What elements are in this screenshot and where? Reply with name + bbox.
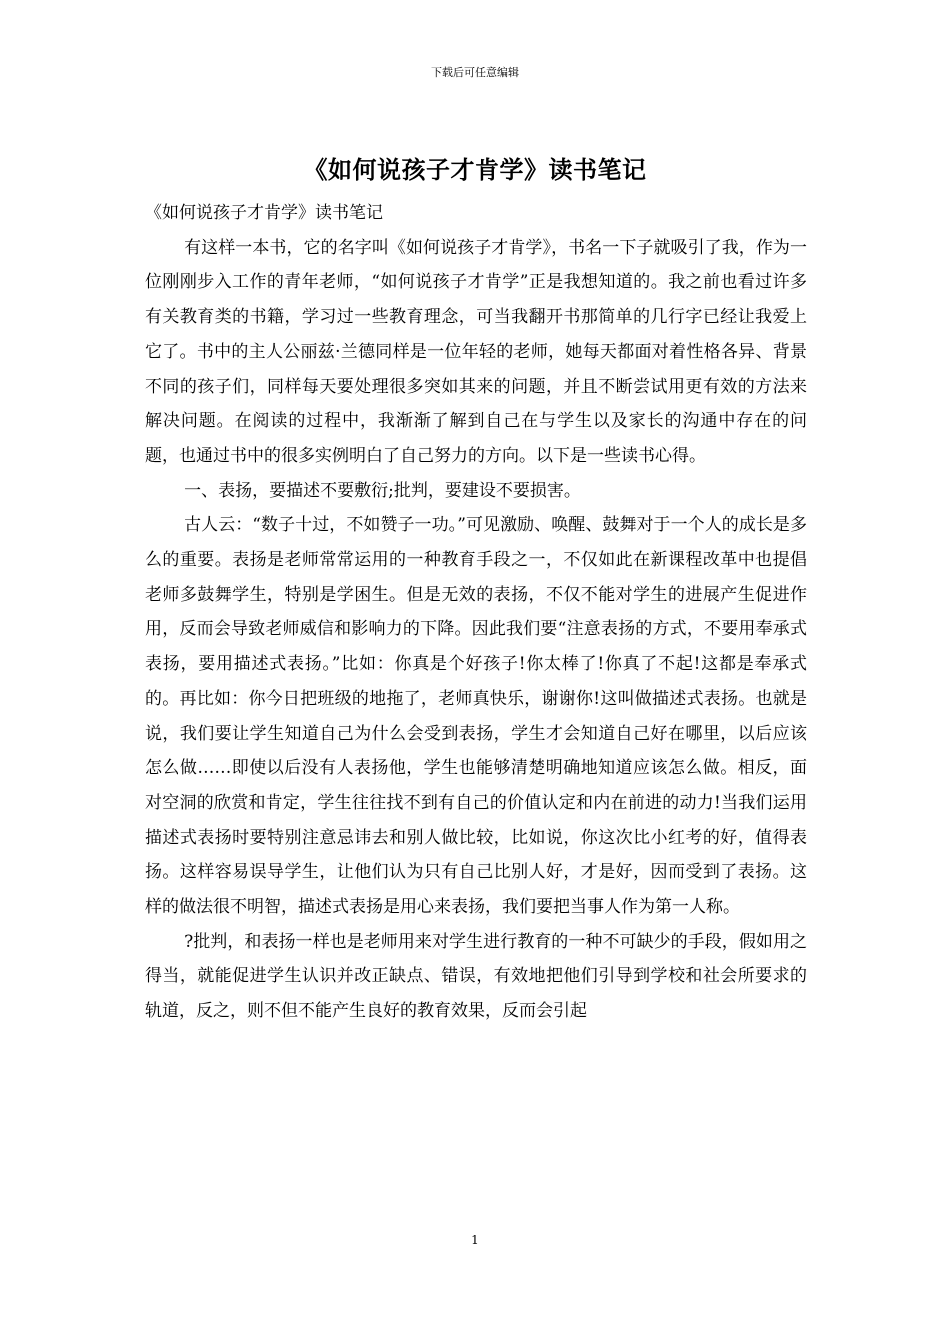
body-paragraph-praise: 古人云：“数子十过，不如赞子一功。”可见激励、唤醒、鼓舞对于一个人的成长是多么的重要。表扬是老师常常运用的一种教育手段之一，不仅如此在新课程改革中也提倡老师多鼓舞学生，特别是学困生。但是无效的表扬，不仅不能对学生的进展产生促进作用，反而会导致老师威信和影响力的下降。因此我们要“注意表扬的方式，不要用奉承式表扬，要用描述式表扬。”比如：你真是个好孩子!你太棒了!你真了不起!这都是奉承式的。再比如：你今日把班级的地拖了，老师真快乐，谢谢你!这叫做描述式表扬。也就是说，我们要让学生知道自己为什么会受到表扬，学生才会知道自己好在哪里，以后应该怎么做……即使以后没有人表扬他，学生也能够清楚明确地知道应该怎么做。相反，面对空洞的欣赏和肯定，学生往往找不到有自己的价值认定和内在前进的动力!当我们运用描述式表扬时要特别注意忌讳去和别人做比较，比如说，你这次比小红考的好，值得表扬。这样容易误导学生，让他们认为只有自己比别人好，才是好，因而受到了表扬。这样的做法很不明智，描述式表扬是用心来表扬，我们要把当事人作为第一人称。 xyxy=(145,515,807,918)
section-heading-praise-criticism: 一、表扬，要描述不要敷衍;批判，要建设不要损害。 xyxy=(184,480,581,501)
document-title: 《如何说孩子才肯学》读书笔记 xyxy=(303,155,647,184)
document-body xyxy=(145,196,807,1029)
document-subtitle: 《如何说孩子才肯学》读书笔记 xyxy=(145,203,383,223)
body-paragraph-intro: 有这样一本书，它的名字叫《如何说孩子才肯学》，书名一下子就吸引了我，作为一位刚刚步入工作的青年老师，“如何说孩子才肯学”正是我想知道的。我之前也看过许多有关教育类的书籍，学习过一些教育理念，可当我翻开书那简单的几行字已经让我爱上它了。书中的主人公丽兹·兰德同样是一位年轻的老师，她每天都面对着性格各异、背景不同的孩子们，同样每天要处理很多突如其来的问题，并且不断尝试用更有效的方法来解决问题。在阅读的过程中，我渐渐了解到自己在与学生以及家长的沟通中存在的问题，也通过书中的很多实例明白了自己努力的方向。以下是一些读书心得。 xyxy=(145,237,807,466)
body-paragraph-criticism: ?批判，和表扬一样也是老师用来对学生进行教育的一种不可缺少的手段，假如用之得当，就能促进学生认识并改正缺点、错误，有效地把他们引导到学校和社会所要求的轨道，反之，则不但不能产生良好的教育效果，反而会引起 xyxy=(145,931,807,1022)
page-header-note: 下载后可任意编辑 xyxy=(431,66,519,79)
page-number: 1 xyxy=(471,1233,479,1247)
